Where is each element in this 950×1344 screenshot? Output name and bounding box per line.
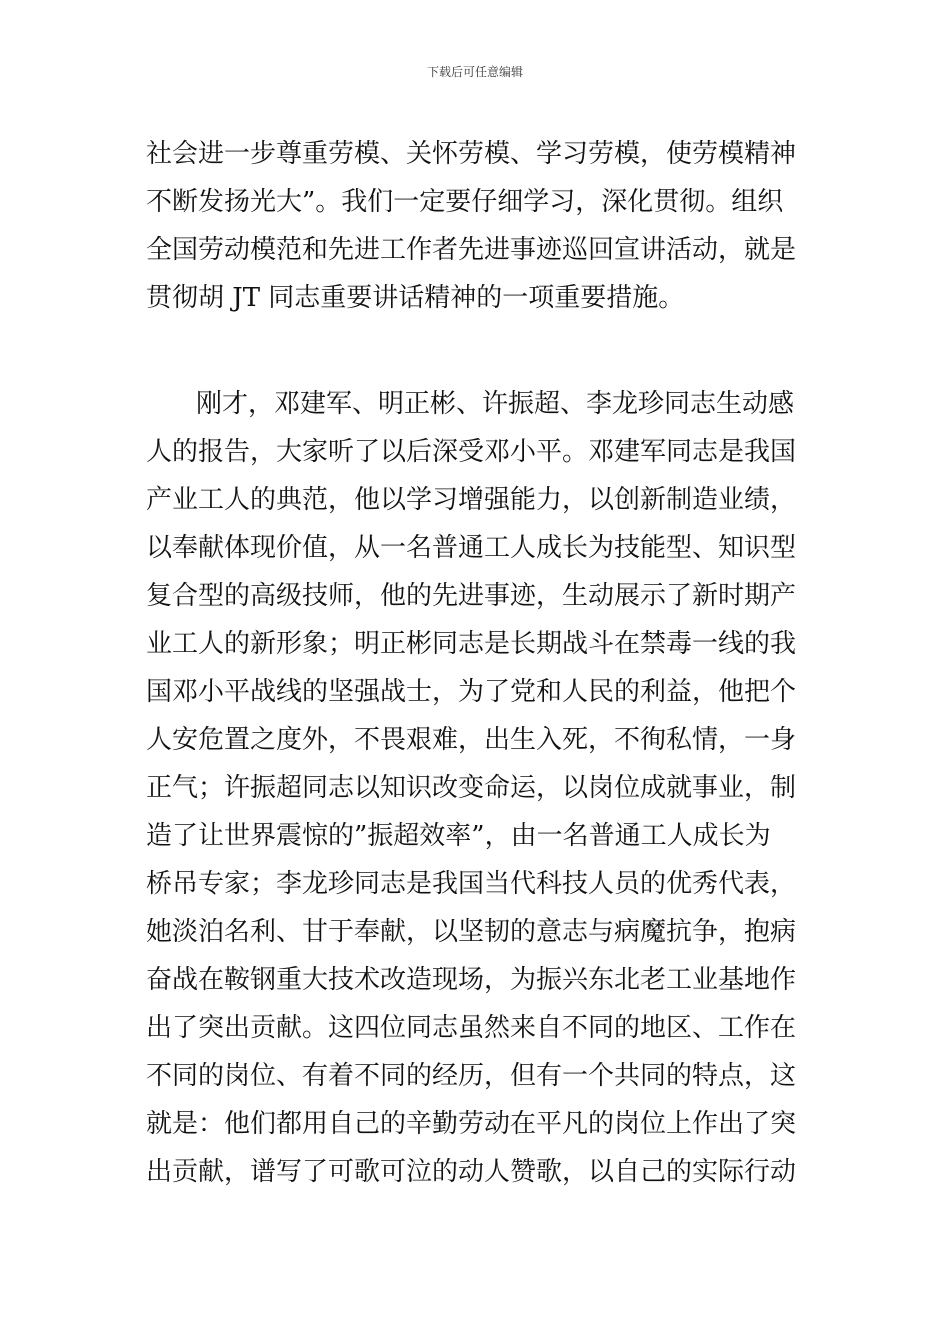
text-line: 贯彻胡 JT 同志重要讲话精神的一项重要措施。 bbox=[146, 283, 685, 313]
paragraph-2 bbox=[146, 380, 816, 1196]
text-line: 不断发扬光大”。我们一定要仔细学习，深化贯彻。组织 bbox=[146, 187, 784, 217]
document-body bbox=[146, 130, 816, 1196]
text-line: 刚才，邓建军、明正彬、许振超、李龙珍同志生动感 bbox=[196, 389, 795, 419]
text-line: 出贡献，谱写了可歌可泣的动人赞歌，以自己的实际行动 bbox=[146, 1157, 797, 1187]
text-line: 产业工人的典范，他以学习增强能力，以创新制造业绩， bbox=[146, 485, 797, 515]
text-line: 国邓小平战线的坚强战士，为了党和人民的利益，他把个 bbox=[146, 677, 797, 707]
text-line: 人的报告，大家听了以后深受邓小平。邓建军同志是我国 bbox=[146, 437, 797, 467]
text-line: 造了让世界震惊的”振超效率”，由一名普通工人成长为 bbox=[146, 821, 771, 851]
text-line: 出了突出贡献。这四位同志虽然来自不同的地区、工作在 bbox=[146, 1013, 797, 1043]
paragraph-spacer bbox=[146, 322, 816, 380]
text-line: 人安危置之度外，不畏艰难，出生入死，不徇私情，一身 bbox=[146, 725, 797, 755]
text-line: 全国劳动模范和先进工作者先进事迹巡回宣讲活动，就是 bbox=[146, 235, 797, 265]
text-line: 业工人的新形象；明正彬同志是长期战斗在禁毒一线的我 bbox=[146, 629, 797, 659]
text-line: 奋战在鞍钢重大技术改造现场，为振兴东北老工业基地作 bbox=[146, 965, 797, 995]
text-line: 正气；许振超同志以知识改变命运，以岗位成就事业，制 bbox=[146, 773, 797, 803]
text-line: 她淡泊名利、甘于奉献，以坚韧的意志与病魔抗争，抱病 bbox=[146, 917, 797, 947]
text-line: 以奉献体现价值，从一名普通工人成长为技能型、知识型 bbox=[146, 533, 797, 563]
text-line: 不同的岗位、有着不同的经历，但有一个共同的特点，这 bbox=[146, 1061, 797, 1091]
text-line: 复合型的高级技师，他的先进事迹，生动展示了新时期产 bbox=[146, 581, 797, 611]
text-line: 桥吊专家；李龙珍同志是我国当代科技人员的优秀代表， bbox=[146, 869, 797, 899]
text-line: 社会进一步尊重劳模、关怀劳模、学习劳模，使劳模精神 bbox=[146, 139, 797, 169]
paragraph-1 bbox=[146, 130, 816, 322]
text-line: 就是：他们都用自己的辛勤劳动在平凡的岗位上作出了突 bbox=[146, 1109, 797, 1139]
page-header: 下载后可任意编辑 bbox=[426, 65, 523, 79]
